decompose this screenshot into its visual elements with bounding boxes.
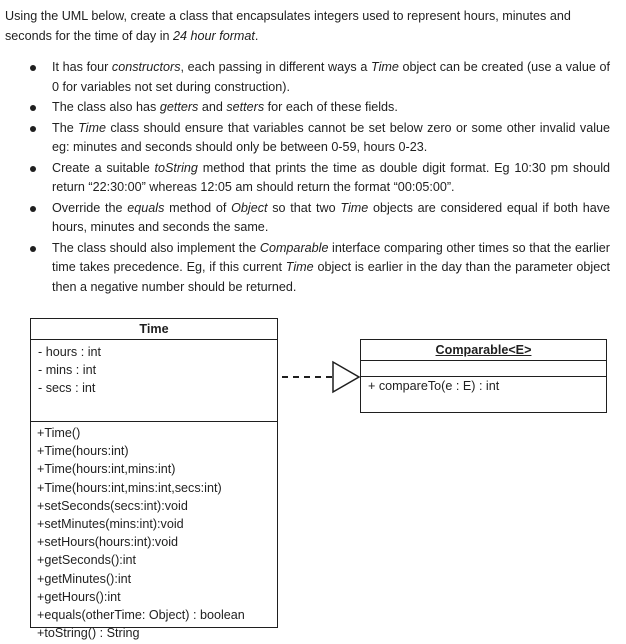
method: +Time() bbox=[37, 426, 81, 440]
intro-paragraph bbox=[5, 7, 613, 46]
method: +getSeconds():int bbox=[37, 553, 137, 568]
method: +getMinutes():int bbox=[37, 571, 132, 586]
emphasis-text: equals bbox=[127, 200, 165, 215]
emphasis-text: Time bbox=[370, 60, 399, 74]
method: +setHours(hours:int):void bbox=[37, 535, 179, 550]
text-run: Override the bbox=[52, 200, 128, 215]
hollow-triangle-arrowhead bbox=[333, 362, 359, 392]
requirement-item bbox=[0, 199, 610, 238]
text-run: for each of these fields. bbox=[264, 100, 398, 114]
method: +Time(hours:int) bbox=[37, 444, 129, 459]
emphasis-text: constructors bbox=[111, 60, 181, 74]
method: +setSeconds(secs:int):void bbox=[37, 498, 188, 513]
text-run: and bbox=[198, 100, 227, 114]
text-run: method of bbox=[164, 200, 232, 215]
requirement-item bbox=[0, 98, 610, 118]
method: +toString() : String bbox=[37, 626, 140, 641]
time-class-name: Time bbox=[139, 322, 169, 336]
text-run: so that two bbox=[267, 200, 341, 215]
requirement-item bbox=[0, 239, 610, 298]
attribute: - secs : int bbox=[38, 381, 96, 395]
text-run: The bbox=[52, 120, 79, 135]
text-run: It has four bbox=[52, 60, 112, 74]
intro-line-2: seconds for the time of day in 24 hour format. bbox=[5, 28, 259, 43]
emphasis-text: Comparable bbox=[259, 240, 329, 255]
method: +equals(otherTime: Object) : boolean bbox=[37, 608, 245, 623]
emphasis-text: Time bbox=[78, 120, 106, 135]
emphasis-text: getters bbox=[159, 100, 199, 114]
text-run: object can be created (use a value of 0 for variables not set during construction). bbox=[52, 60, 610, 94]
text-run: object is earlier in the day than the parameter object then a negative number should be returned. bbox=[52, 260, 610, 294]
emphasis-text: toString bbox=[154, 160, 198, 175]
text-run: , each passing in different ways a bbox=[180, 60, 371, 74]
requirement-item bbox=[0, 159, 610, 198]
emphasis-text: Time bbox=[340, 200, 369, 215]
text-run: Create a suitable bbox=[52, 160, 155, 175]
intro-line-1: Using the UML below, create a class that encapsulates integers used to represent hours, minutes and bbox=[5, 9, 571, 23]
method: +setMinutes(mins:int):void bbox=[37, 517, 184, 532]
time-methods bbox=[31, 421, 277, 642]
text-run: interface comparing other times so that the earlier time takes precedence. Eg, if this current bbox=[52, 240, 610, 274]
method: +Time(hours:int,mins:int,secs:int) bbox=[37, 480, 222, 495]
requirements-list bbox=[0, 58, 610, 298]
text-run: The class should also implement the bbox=[52, 240, 260, 255]
comparable-attributes bbox=[361, 360, 606, 376]
method: +getHours():int bbox=[37, 589, 121, 604]
emphasis-text: Time bbox=[285, 260, 314, 274]
time-attributes bbox=[31, 339, 277, 421]
uml-comparable-interface bbox=[360, 339, 607, 413]
attribute: - mins : int bbox=[38, 363, 97, 377]
emphasis-text: Object bbox=[231, 200, 268, 215]
method: +Time(hours:int,mins:int) bbox=[37, 462, 176, 477]
intro-emphasis: 24 hour format bbox=[173, 28, 255, 43]
emphasis-text: setters bbox=[226, 100, 265, 114]
attribute: - hours : int bbox=[38, 345, 101, 359]
requirement-item bbox=[0, 119, 610, 158]
method: + compareTo(e : E) : int bbox=[368, 379, 500, 393]
text-run: objects are considered equal if both have hours, minutes and seconds the same. bbox=[52, 200, 611, 234]
requirement-item bbox=[0, 58, 610, 97]
uml-time-class bbox=[30, 318, 278, 641]
comparable-methods bbox=[361, 376, 606, 395]
realization-arrow bbox=[282, 358, 362, 398]
text-run: method that prints the time as double digit format. Eg 10:30 pm should return “22:30:00” whereas 12:05 am should return the format “00:05:00”. bbox=[52, 160, 610, 194]
comparable-name: Comparable<E> bbox=[435, 343, 532, 357]
text-run: class should ensure that variables cannot be set below zero or some other invalid value eg: minutes and seconds should only be between 0-59, hours 0-23. bbox=[52, 120, 611, 154]
text-run: The class also has bbox=[52, 100, 160, 114]
